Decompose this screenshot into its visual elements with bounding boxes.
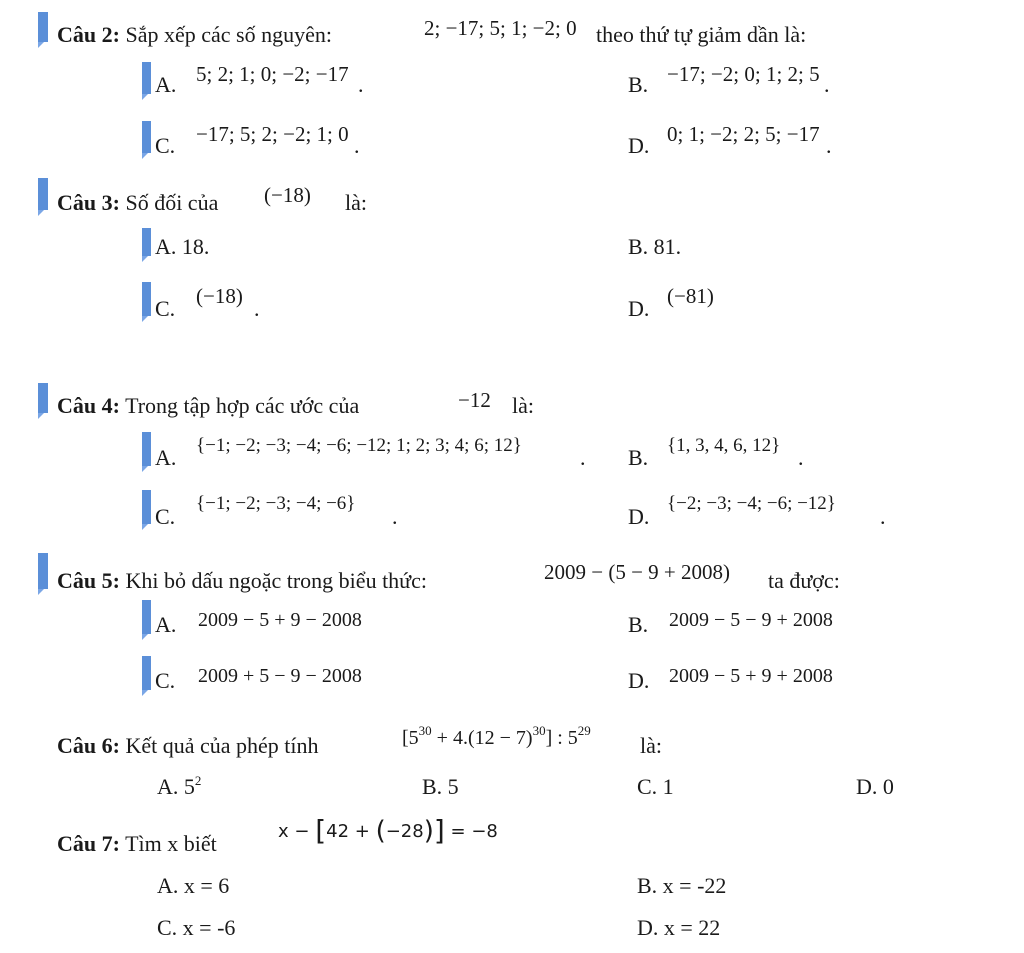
question-text: Sắp xếp các số nguyên: [125,22,332,47]
expr-bracket: ] [433,814,445,847]
math-expression: 2009 − (5 − 9 + 2008) [544,560,731,584]
option-d-math: {−2; −3; −4; −6; −12} [667,493,836,514]
question-text-end: theo thứ tự giảm dần là: [596,22,807,47]
option-b-math: −17; −2; 0; 1; 2; 5 [667,62,820,86]
option-a[interactable] [157,773,202,799]
option-b[interactable]: B. 81. [628,234,682,259]
option-d[interactable]: D. 0 [856,774,894,799]
option-label: A. [157,774,179,799]
question-text: Tìm x biết [125,831,217,856]
question-label: Câu 5: [57,568,120,593]
option-c[interactable]: C. [155,668,176,693]
option-c[interactable]: C. x = -6 [157,915,236,940]
math-expression: (−18) [264,183,311,207]
question-3 [57,192,218,214]
option-b-math: 2009 − 5 − 9 + 2008 [669,609,833,631]
question-4 [57,395,359,417]
expr-part: ] : 5 [545,727,578,749]
option-c-math: {−1; −2; −3; −4; −6} [196,493,356,514]
option-a[interactable]: A. [155,612,177,637]
option-d[interactable]: D. [628,296,650,321]
option-b[interactable]: B. [628,72,649,97]
option-c[interactable]: C. 1 [637,774,674,799]
question-label: Câu 7: [57,831,120,856]
question-label: Câu 2: [57,22,120,47]
option-a-math: 2009 − 5 + 9 − 2008 [198,609,362,631]
expr-part: x − [278,821,316,842]
option-b[interactable]: B. 5 [422,774,459,799]
option-c-dot: . [354,133,360,158]
option-c[interactable]: C. [155,504,176,529]
option-c-math: 2009 + 5 − 9 − 2008 [198,665,362,687]
option-a-dot: . [358,72,364,97]
option-d[interactable]: D. [628,504,650,529]
option-a-math: {−1; −2; −3; −4; −6; −12; 1; 2; 3; 4; 6; 12} [196,435,522,456]
option-a[interactable]: A. [155,445,177,470]
option-marker [142,282,151,316]
option-a-dot: . [580,445,586,470]
question-label: Câu 4: [57,393,120,418]
question-text-end: là: [640,733,662,758]
option-d[interactable]: D. [628,668,650,693]
option-b[interactable]: B. [628,612,649,637]
option-marker [142,490,151,524]
expr-exponent: 30 [532,723,546,738]
option-d-math: 0; 1; −2; 2; 5; −17 [667,122,820,146]
option-d-dot: . [826,133,832,158]
math-expression [278,814,498,847]
option-c[interactable]: C. [155,133,176,158]
heading-marker [38,178,48,210]
question-label: Câu 6: [57,733,120,758]
question-text-end: là: [345,190,367,215]
question-5 [57,570,427,592]
option-c-dot: . [392,504,398,529]
expr-part: = −8 [444,821,498,842]
option-d-math: (−81) [667,284,714,308]
heading-marker [38,12,48,42]
option-marker [142,121,151,153]
expr-exponent: 2 [194,773,202,788]
question-6 [57,735,319,757]
math-expression: −12 [458,388,491,412]
question-2 [57,24,332,46]
option-d[interactable]: D. x = 22 [637,915,721,940]
option-c[interactable]: C. [155,296,176,321]
option-b[interactable]: B. [628,445,649,470]
option-a[interactable] [155,74,176,96]
option-a[interactable]: A. 18. [155,234,210,259]
option-c-math: (−18) [196,284,243,308]
option-value: 5 [183,774,195,799]
option-label: A. [155,72,177,97]
option-b-math: {1, 3, 4, 6, 12} [667,435,781,456]
question-text: Trong tập hợp các ước của [125,393,360,418]
expr-part: −28 [385,821,424,842]
question-label: Câu 3: [57,190,120,215]
expr-bracket: ( [375,816,386,846]
option-b-dot: . [798,445,804,470]
question-text-end: ta được: [768,568,840,593]
expr-part: 42 + [326,821,376,842]
question-text-end: là: [512,393,534,418]
math-expression: 2; −17; 5; 1; −2; 0 [424,16,577,40]
heading-marker [38,553,48,589]
question-text: Số đối của [125,190,219,215]
question-text: Khi bỏ dấu ngoặc trong biểu thức: [125,568,427,593]
expr-bracket: [ [315,814,327,847]
option-b-dot: . [824,72,830,97]
expr-exponent: 30 [418,723,432,738]
option-d-dot: . [880,504,886,529]
heading-marker [38,383,48,413]
option-d-math: 2009 − 5 + 9 + 2008 [669,665,833,687]
math-expression [402,723,591,749]
option-d[interactable]: D. [628,133,650,158]
option-a[interactable]: A. x = 6 [157,873,230,898]
expr-part: + 4.(12 − 7) [431,727,533,749]
question-7 [57,833,217,855]
option-marker [142,228,151,256]
option-marker [142,432,151,466]
option-marker [142,62,151,94]
expr-part: [5 [402,727,419,749]
question-text: Kết quả của phép tính [125,733,319,758]
option-c-math: −17; 5; 2; −2; 1; 0 [196,122,349,146]
option-a-math: 5; 2; 1; 0; −2; −17 [196,62,349,86]
expr-exponent: 29 [577,723,591,738]
expr-bracket: ) [423,816,434,846]
option-marker [142,600,151,634]
option-b[interactable]: B. x = -22 [637,873,727,898]
option-marker [142,656,151,690]
option-c-dot: . [254,296,260,321]
